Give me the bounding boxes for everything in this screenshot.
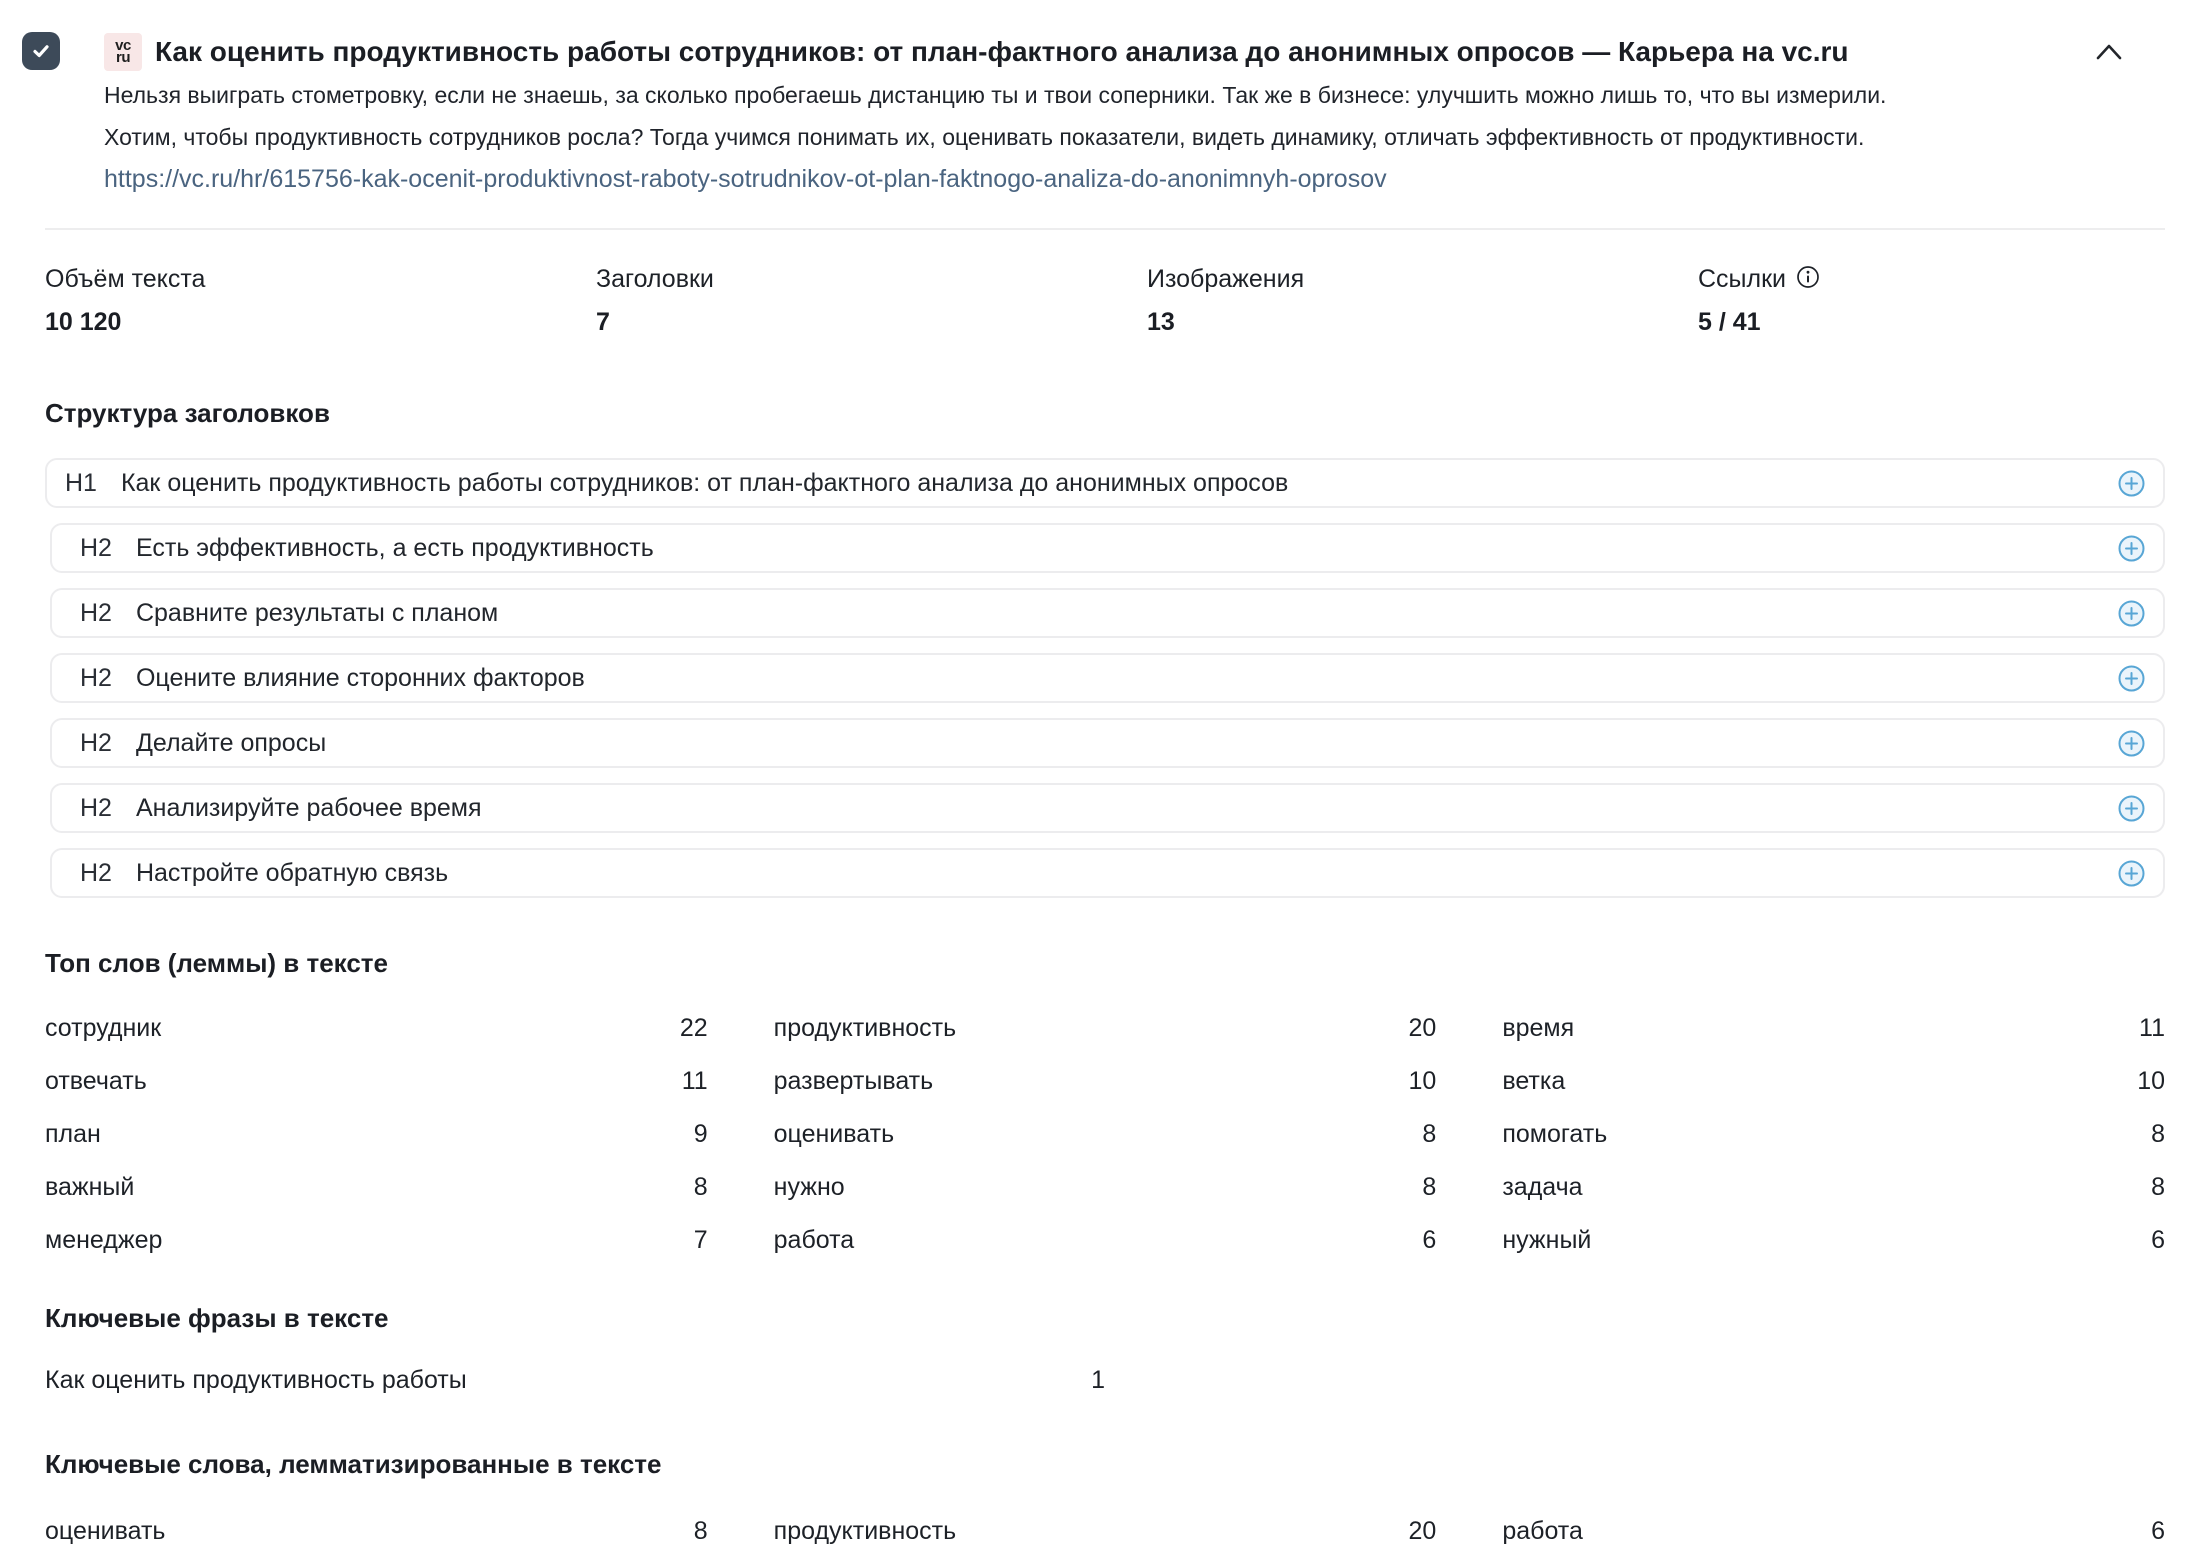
page-title: Как оценить продуктивность работы сотрудников: от план-фактного анализа до анонимных опросов — Карьера на vc.ru bbox=[155, 36, 1849, 67]
word-count: 11 bbox=[2139, 1014, 2165, 1042]
title-row bbox=[104, 32, 2040, 72]
section-title-heading-structure: Структура заголовков bbox=[45, 398, 330, 428]
word-count: 6 bbox=[2151, 1226, 2165, 1254]
add-heading-button[interactable] bbox=[2117, 729, 2145, 757]
word-item bbox=[774, 1108, 1437, 1161]
word-text: задача bbox=[1502, 1173, 1583, 1201]
collapse-button[interactable] bbox=[2091, 38, 2127, 66]
description-block bbox=[104, 74, 2040, 158]
add-heading-button[interactable] bbox=[2117, 534, 2145, 562]
add-heading-button[interactable] bbox=[2117, 599, 2145, 627]
word-count: 8 bbox=[1422, 1120, 1437, 1148]
add-heading-button[interactable] bbox=[2117, 664, 2145, 692]
word-item bbox=[45, 1214, 708, 1267]
heading-row bbox=[50, 588, 2165, 638]
word-item bbox=[1502, 1055, 2165, 1108]
word-item bbox=[1502, 1214, 2165, 1267]
heading-level-badge: H2 bbox=[80, 728, 112, 757]
section-title-key-phrases: Ключевые фразы в тексте bbox=[45, 1303, 389, 1333]
add-heading-button[interactable] bbox=[2117, 859, 2145, 887]
word-text: время bbox=[1502, 1014, 1575, 1042]
word-text: ветка bbox=[1502, 1067, 1566, 1095]
heading-level-badge: H2 bbox=[80, 533, 112, 562]
plus-circle-icon bbox=[2118, 860, 2145, 887]
word-item bbox=[45, 1505, 708, 1558]
heading-row bbox=[50, 848, 2165, 898]
word-item bbox=[45, 1055, 708, 1108]
phrase-text: Как оценить продуктивность работы bbox=[45, 1365, 467, 1394]
word-item bbox=[1502, 1002, 2165, 1055]
phrase-count: 1 bbox=[1091, 1365, 1105, 1394]
word-count: 8 bbox=[693, 1173, 708, 1201]
word-item bbox=[1502, 1108, 2165, 1161]
word-item bbox=[1502, 1161, 2165, 1214]
heading-text: Как оценить продуктивность работы сотрудников: от план-фактного анализа до анонимных опросов bbox=[120, 468, 1289, 497]
word-item bbox=[774, 1505, 1437, 1558]
top-words-grid bbox=[45, 1002, 2165, 1267]
word-text: оценивать bbox=[773, 1120, 895, 1148]
plus-circle-icon bbox=[2118, 600, 2145, 627]
word-item bbox=[774, 1214, 1437, 1267]
word-text: нужно bbox=[773, 1173, 845, 1201]
word-item bbox=[45, 1002, 708, 1055]
stat-label: Заголовки bbox=[596, 264, 714, 293]
stat-label: Ссылки bbox=[1698, 264, 1787, 293]
word-count: 10 bbox=[1408, 1067, 1437, 1095]
stat-item bbox=[45, 264, 596, 338]
chevron-up-icon bbox=[2094, 41, 2124, 63]
word-text: развертывать bbox=[773, 1067, 934, 1095]
plus-circle-icon bbox=[2118, 730, 2145, 757]
add-heading-button[interactable] bbox=[2117, 469, 2145, 497]
word-text: важный bbox=[45, 1173, 135, 1201]
word-text: сотрудник bbox=[45, 1014, 162, 1042]
word-count: 22 bbox=[679, 1014, 708, 1042]
stat-label: Объём текста bbox=[45, 264, 206, 293]
heading-level-badge: H1 bbox=[65, 468, 97, 497]
heading-text: Делайте опросы bbox=[135, 728, 327, 757]
word-count: 20 bbox=[1408, 1014, 1437, 1042]
word-count: 6 bbox=[1422, 1226, 1437, 1254]
word-count: 8 bbox=[2151, 1120, 2165, 1148]
word-count: 10 bbox=[2137, 1067, 2165, 1095]
stat-value: 13 bbox=[1147, 308, 1175, 336]
stat-item bbox=[1698, 264, 2190, 338]
favicon-text-bottom: ru bbox=[116, 49, 130, 66]
word-count: 8 bbox=[2151, 1173, 2165, 1201]
stat-value: 7 bbox=[596, 308, 610, 336]
stat-item bbox=[1147, 264, 1698, 338]
description-line-2: Хотим, чтобы продуктивность сотрудников росла? Тогда учимся понимать их, оценивать показатели, видеть динамику, отличать эффективность от продуктивности. bbox=[104, 124, 1865, 150]
word-text: нужный bbox=[1502, 1226, 1592, 1254]
heading-level-badge: H2 bbox=[80, 858, 112, 887]
stat-label: Изображения bbox=[1147, 264, 1305, 293]
heading-text: Анализируйте рабочее время bbox=[135, 793, 482, 822]
word-text: продуктивность bbox=[773, 1014, 957, 1042]
stat-value: 10 120 bbox=[45, 308, 122, 336]
word-text: помогать bbox=[1502, 1120, 1608, 1148]
result-header bbox=[0, 0, 2190, 196]
word-count: 9 bbox=[693, 1120, 708, 1148]
add-heading-button[interactable] bbox=[2117, 794, 2145, 822]
stat-item bbox=[596, 264, 1147, 338]
heading-row bbox=[50, 523, 2165, 573]
plus-circle-icon bbox=[2118, 470, 2145, 497]
heading-level-badge: H2 bbox=[80, 793, 112, 822]
heading-row bbox=[50, 718, 2165, 768]
heading-text: Есть эффективность, а есть продуктивность bbox=[135, 533, 654, 562]
word-text: работа bbox=[1502, 1517, 1583, 1545]
section-title-key-lemmas: Ключевые слова, лемматизированные в тексте bbox=[45, 1449, 662, 1479]
page-url-link[interactable]: https://vc.ru/hr/615756-kak-ocenit-produktivnost-raboty-sotrudnikov-ot-plan-faktnogo-analiza-do-anonimnyh-oprosov bbox=[104, 165, 1387, 193]
word-text: работа bbox=[773, 1226, 855, 1254]
word-item bbox=[45, 1161, 708, 1214]
plus-circle-icon bbox=[2118, 795, 2145, 822]
word-text: продуктивность bbox=[773, 1517, 957, 1545]
section-title-top-words: Топ слов (леммы) в тексте bbox=[45, 948, 389, 978]
key-lemmas-grid bbox=[45, 1505, 2165, 1558]
heading-level-badge: H2 bbox=[80, 663, 112, 692]
word-item bbox=[774, 1161, 1437, 1214]
heading-level-badge: H2 bbox=[80, 598, 112, 627]
result-checkbox[interactable] bbox=[22, 32, 60, 70]
header-divider bbox=[45, 228, 2165, 230]
stats-row bbox=[45, 264, 2190, 338]
checkmark-icon bbox=[30, 40, 52, 62]
heading-row bbox=[45, 458, 2165, 508]
heading-text: Настройте обратную связь bbox=[135, 858, 449, 887]
phrase-item bbox=[45, 1357, 1105, 1403]
word-count: 6 bbox=[2151, 1517, 2165, 1545]
stat-value: 5 / 41 bbox=[1698, 308, 1761, 336]
info-icon[interactable] bbox=[1796, 265, 1820, 289]
word-text: оценивать bbox=[45, 1517, 166, 1545]
heading-text: Сравните результаты с планом bbox=[135, 598, 499, 627]
heading-text: Оцените влияние сторонних факторов bbox=[135, 663, 585, 692]
word-text: менеджер bbox=[45, 1226, 163, 1254]
word-item bbox=[774, 1055, 1437, 1108]
heading-row bbox=[50, 783, 2165, 833]
word-count: 8 bbox=[693, 1517, 708, 1545]
key-phrases-grid bbox=[45, 1357, 2165, 1403]
word-count: 20 bbox=[1408, 1517, 1437, 1545]
word-item bbox=[774, 1002, 1437, 1055]
word-count: 11 bbox=[681, 1067, 708, 1095]
word-text: план bbox=[45, 1120, 101, 1148]
headings-list bbox=[45, 458, 2165, 898]
plus-circle-icon bbox=[2118, 665, 2145, 692]
vcru-favicon bbox=[104, 33, 142, 71]
heading-row bbox=[50, 653, 2165, 703]
word-item bbox=[1502, 1505, 2165, 1558]
description-line-1: Нельзя выиграть стометровку, если не знаешь, за сколько пробегаешь дистанцию ты и твои соперники. Так же в бизнесе: улучшить можно лишь то, что вы измерили. bbox=[104, 82, 1887, 108]
word-item bbox=[45, 1108, 708, 1161]
word-count: 8 bbox=[1422, 1173, 1437, 1201]
word-count: 7 bbox=[693, 1226, 708, 1254]
favicon-text-top: vc bbox=[115, 36, 131, 54]
plus-circle-icon bbox=[2118, 535, 2145, 562]
word-text: отвечать bbox=[45, 1067, 147, 1095]
